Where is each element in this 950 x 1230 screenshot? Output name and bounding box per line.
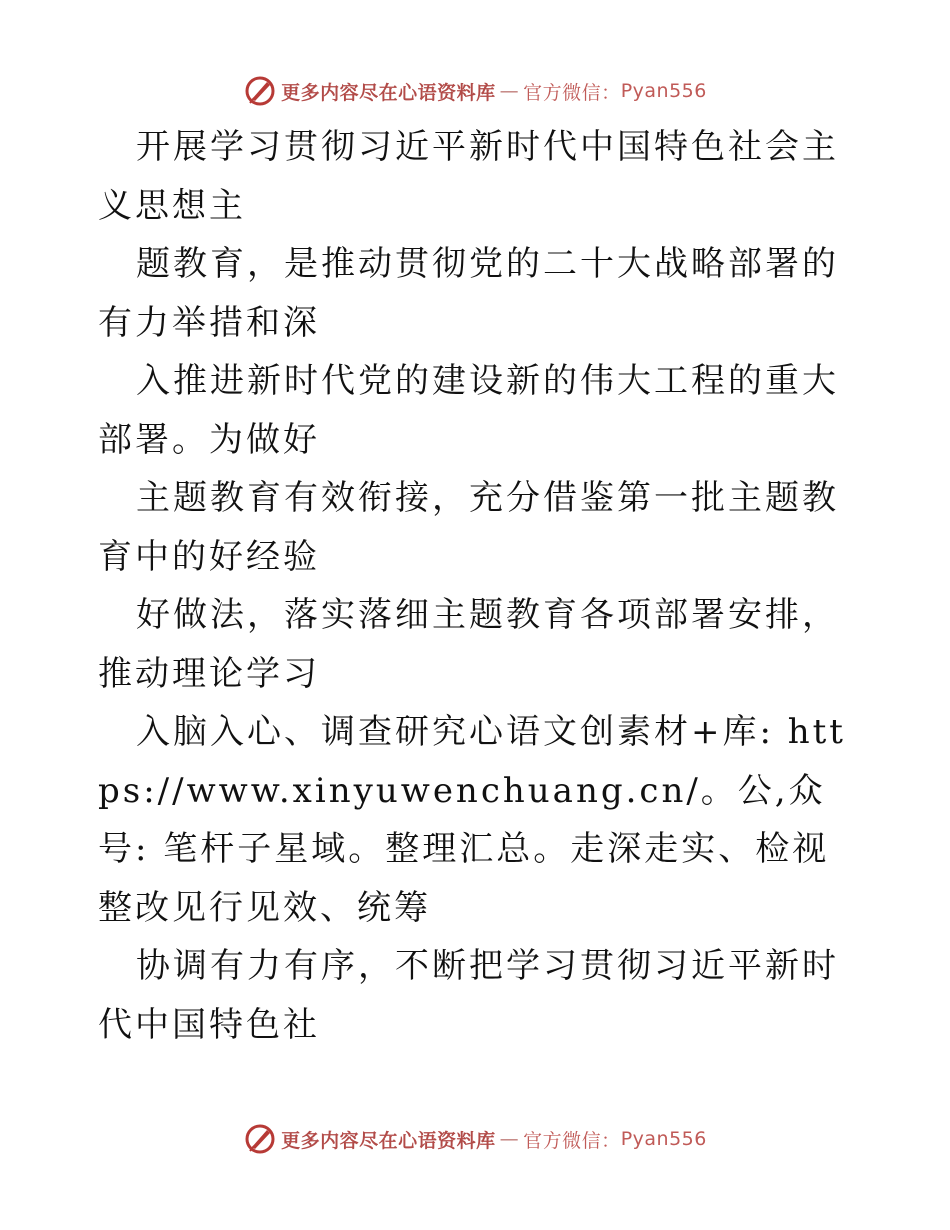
banner-lead-text: 更多内容尽在心语资料库 (281, 1129, 496, 1152)
banner-wechat-id: Pyan556 (620, 80, 707, 102)
document-body (98, 118, 858, 1054)
paragraph: 入推进新时代党的建设新的伟大工程的重大部署。为做好 (98, 361, 839, 460)
paragraph: 主题教育有效衔接，充分借鉴第一批主题教育中的好经验 (98, 478, 839, 577)
banner-wechat-label: 官方微信： (523, 1129, 621, 1152)
header-banner (0, 71, 950, 111)
paragraph: 开展学习贯彻习近平新时代中国特色社会主义思想主 (98, 127, 839, 226)
banner-dash: — (499, 80, 520, 102)
banner-lead-text: 更多内容尽在心语资料库 (281, 81, 496, 104)
paragraph: 题教育，是推动贯彻党的二十大战略部署的有力举措和深 (98, 244, 839, 343)
banner-dash: — (499, 1128, 520, 1150)
paragraph: 好做法，落实落细主题教育各项部署安排，推动理论学习 (98, 595, 839, 694)
quill-logo-icon (243, 74, 277, 108)
quill-logo-icon (243, 1122, 277, 1156)
paragraph: 入脑入心、调查研究心语文创素材+库: https://www.xinyuwenchuang.cn/。公,众号: 笔杆子星域。整理汇总。走深走实、检视整改见行见效、统筹 (98, 712, 846, 928)
banner-wechat-label: 官方微信： (523, 81, 621, 104)
paragraph: 协调有力有序，不断把学习贯彻习近平新时代中国特色社 (98, 946, 839, 1045)
banner-wechat-id: Pyan556 (620, 1128, 707, 1150)
footer-banner (0, 1119, 950, 1159)
